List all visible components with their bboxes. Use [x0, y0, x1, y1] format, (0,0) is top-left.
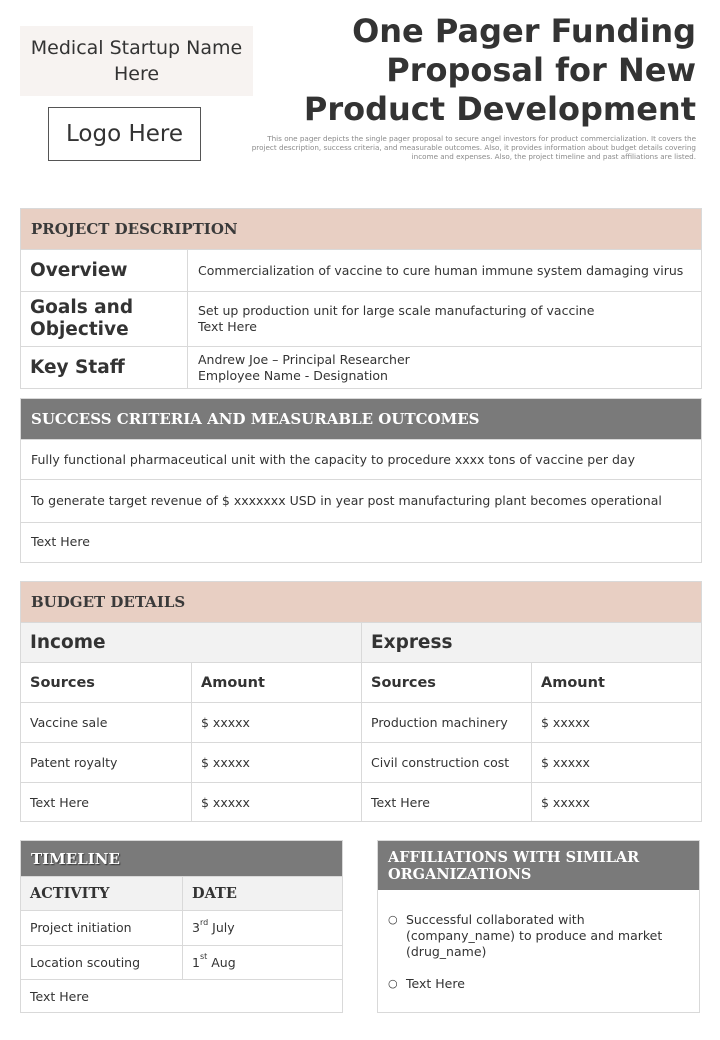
express-sources-header: Sources: [361, 663, 531, 702]
project-row-label: Goals and Objective: [21, 292, 188, 346]
date-day: 3: [192, 920, 200, 936]
timeline-date: 1 $^{st}$ Aug: [182, 946, 342, 980]
express-amount-header: Amount: [531, 663, 701, 702]
startup-name: Medical Startup Name Here: [30, 37, 243, 85]
income-source: Patent royalty: [30, 755, 118, 770]
success-criteria-section: [20, 398, 702, 563]
income-source: Text Here: [30, 795, 89, 810]
income-amount: $ xxxxx: [191, 703, 361, 742]
project-description-section: [20, 208, 702, 389]
affiliation-text: Successful collaborated with (company_name) to produce and market (drug_name): [406, 912, 663, 959]
express-source: Production machinery: [361, 703, 531, 742]
table-row: [21, 910, 342, 945]
project-row-goals: [21, 291, 701, 346]
express-label: Express: [361, 623, 701, 662]
project-row-overview: [21, 249, 701, 291]
logo-placeholder: [48, 107, 201, 161]
affiliation-text: Text Here: [406, 976, 465, 991]
timeline-section: [20, 840, 343, 1013]
timeline-activity: Text Here: [30, 989, 89, 1005]
project-row-value: [188, 250, 701, 291]
page-subtitle: This one pager depicts the single pager proposal to secure angel investors for product commercialization. It covers the project description, success criteria, and measurable outcomes. Also, it provides information about budget details covering income and expenses. Also, the project timeline and past affiliations are listed.: [251, 134, 696, 161]
project-row-value: [188, 292, 701, 346]
list-item: [388, 912, 687, 960]
income-source: Vaccine sale: [30, 715, 108, 730]
income-sources-header: Sources: [30, 674, 95, 691]
success-criteria-heading: SUCCESS CRITERIA AND MEASURABLE OUTCOMES: [21, 399, 701, 439]
list-item: [388, 976, 687, 992]
project-row-key-staff: [21, 346, 701, 388]
timeline-column-headers: [21, 876, 342, 910]
date-day: 1: [192, 954, 200, 970]
timeline-activity: Location scouting: [30, 954, 141, 970]
express-amount: $ xxxxx: [531, 743, 701, 782]
timeline-heading: TIMELINE: [21, 841, 342, 876]
table-row: [21, 742, 701, 782]
date-month: Aug: [207, 954, 236, 970]
table-row: [21, 945, 342, 980]
income-amount-header: Amount: [191, 663, 361, 702]
table-row: [21, 702, 701, 742]
project-row-value: [188, 347, 701, 388]
express-amount: $ xxxxx: [531, 783, 701, 822]
project-row-line: Andrew Joe – Principal Researcher: [198, 351, 410, 367]
income-amount: $ xxxxx: [191, 783, 361, 822]
project-row-line: Set up production unit for large scale manufacturing of vaccine: [198, 303, 595, 318]
activity-header: ACTIVITY: [30, 885, 110, 902]
project-row-line: Employee Name - Designation: [198, 367, 388, 383]
express-source: Text Here: [361, 783, 531, 822]
budget-column-headers: [21, 662, 701, 702]
project-row-label: Key Staff: [21, 347, 188, 388]
date-month: July: [208, 920, 235, 936]
express-amount: $ xxxxx: [531, 703, 701, 742]
startup-name-box: [20, 26, 253, 96]
success-criteria-item: To generate target revenue of $ xxxxxxx USD in year post manufacturing plant becomes operational: [21, 479, 701, 522]
table-row: [21, 782, 701, 822]
circle-bullet-icon: ○: [388, 913, 398, 926]
success-criteria-item: Fully functional pharmaceutical unit with the capacity to procedure xxxx tons of vaccine per day: [21, 439, 701, 479]
budget-heading: BUDGET DETAILS: [21, 582, 701, 622]
success-criteria-item: Text Here: [21, 522, 701, 561]
page-title: One Pager Funding Proposal for New Product Development: [303, 12, 696, 128]
project-row-label: Overview: [21, 250, 188, 291]
table-row: [21, 979, 342, 1014]
affiliations-list: [378, 890, 699, 992]
affiliations-heading: AFFILIATIONS WITH SIMILAR ORGANIZATIONS: [378, 841, 699, 890]
income-amount: $ xxxxx: [191, 743, 361, 782]
date-header: DATE: [182, 877, 342, 910]
timeline-date: 3 $^{rd}$ July: [182, 911, 342, 945]
project-row-line: Text Here: [198, 319, 257, 334]
logo-text: Logo Here: [65, 121, 183, 147]
affiliations-section: [377, 840, 700, 1013]
express-source: Civil construction cost: [361, 743, 531, 782]
timeline-activity: Project initiation: [30, 920, 132, 936]
income-label: Income: [30, 632, 106, 653]
project-description-heading: PROJECT DESCRIPTION: [21, 209, 701, 249]
circle-bullet-icon: ○: [388, 977, 398, 990]
budget-section: [20, 581, 702, 822]
project-row-line: Commercialization of vaccine to cure human immune system damaging virus: [198, 262, 684, 278]
budget-group-header: [21, 622, 701, 662]
